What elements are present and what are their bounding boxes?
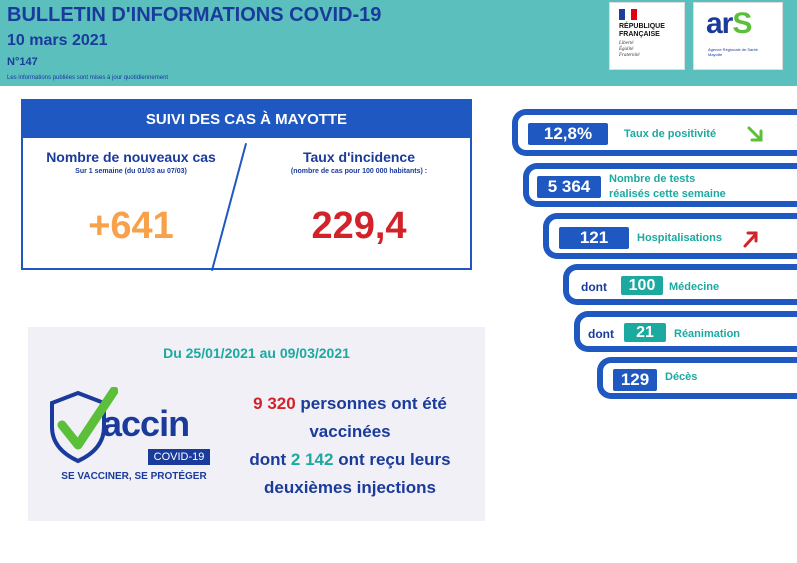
new-cases-title: Nombre de nouveaux cas bbox=[46, 149, 216, 165]
ars-wordmark: arS bbox=[706, 7, 752, 40]
vaccinated-count: 9 320 bbox=[253, 394, 296, 413]
update-note: Les informations publiées sont mises à jour quotidiennement bbox=[7, 75, 169, 81]
reanimation-label: Réanimation bbox=[674, 328, 741, 340]
tests-value: 5 364 bbox=[537, 176, 601, 198]
positivity-label: Taux de positivité bbox=[624, 128, 717, 140]
bulletin-title: BULLETIN D'INFORMATIONS COVID-19 bbox=[7, 4, 382, 26]
reanimation-card bbox=[574, 311, 797, 352]
republique-text: RÉPUBLIQUE FRANÇAISE bbox=[619, 23, 665, 38]
hospitalisations-card bbox=[543, 213, 797, 259]
incidence-subtitle: (nombre de cas pour 100 000 habitants) : bbox=[290, 168, 428, 175]
arrow-up-right-icon bbox=[741, 229, 761, 249]
cases-panel-title: SUIVI DES CAS À MAYOTTE bbox=[23, 101, 470, 138]
arrow-down-right-icon bbox=[746, 125, 766, 145]
bulletin-date: 10 mars 2021 bbox=[7, 32, 108, 49]
incidence-title: Taux d'incidence bbox=[303, 149, 415, 165]
medecine-value: 100 bbox=[621, 276, 663, 295]
new-cases-column bbox=[31, 149, 231, 175]
positivity-card bbox=[512, 109, 797, 156]
ars-logo bbox=[693, 2, 783, 70]
new-cases-subtitle: Sur 1 semaine (du 01/03 au 07/03) bbox=[75, 168, 187, 175]
vaccination-summary: 9 320 personnes ont été vaccinées dont 2 142 ont reçu leurs deuxièmes injections bbox=[249, 394, 451, 497]
deces-card bbox=[597, 357, 797, 399]
deces-label: Décès bbox=[665, 371, 698, 383]
reanimation-value: 21 bbox=[624, 323, 666, 342]
vaccin-wordmark: accin bbox=[102, 403, 190, 444]
vaccin-slogan: SE VACCINER, SE PROTÉGER bbox=[61, 471, 207, 482]
republique-motto: Liberté Égalité Fraternité bbox=[619, 41, 640, 58]
new-cases-value: +641 bbox=[88, 205, 174, 247]
medecine-label: Médecine bbox=[669, 281, 720, 293]
bulletin-number: N°147 bbox=[7, 56, 38, 68]
second-dose-count: 2 142 bbox=[290, 450, 334, 469]
medecine-prefix: dont bbox=[581, 280, 607, 294]
cases-panel bbox=[21, 99, 472, 270]
vaccination-period: Du 25/01/2021 au 09/03/2021 bbox=[163, 345, 350, 361]
vaccination-panel bbox=[28, 327, 485, 521]
tests-card bbox=[523, 163, 797, 207]
hospitalisations-label: Hospitalisations bbox=[637, 232, 722, 244]
republique-francaise-logo bbox=[609, 2, 685, 70]
positivity-value: 12,8% bbox=[528, 123, 608, 145]
incidence-column bbox=[259, 149, 459, 175]
tests-label: Nombre de tests réalisés cette semaine bbox=[609, 173, 726, 200]
incidence-value: 229,4 bbox=[311, 205, 407, 247]
medecine-card bbox=[563, 264, 797, 305]
hospitalisations-value: 121 bbox=[559, 227, 629, 249]
reanimation-prefix: dont bbox=[588, 327, 614, 341]
header-banner bbox=[0, 0, 797, 86]
vaccin-covid-logo bbox=[44, 383, 224, 493]
ars-subtitle: Agence Régionale de Santé Mayotte bbox=[708, 47, 758, 57]
french-flag-icon bbox=[619, 9, 637, 20]
covid-badge: COVID-19 bbox=[148, 449, 210, 465]
deces-value: 129 bbox=[613, 369, 657, 391]
